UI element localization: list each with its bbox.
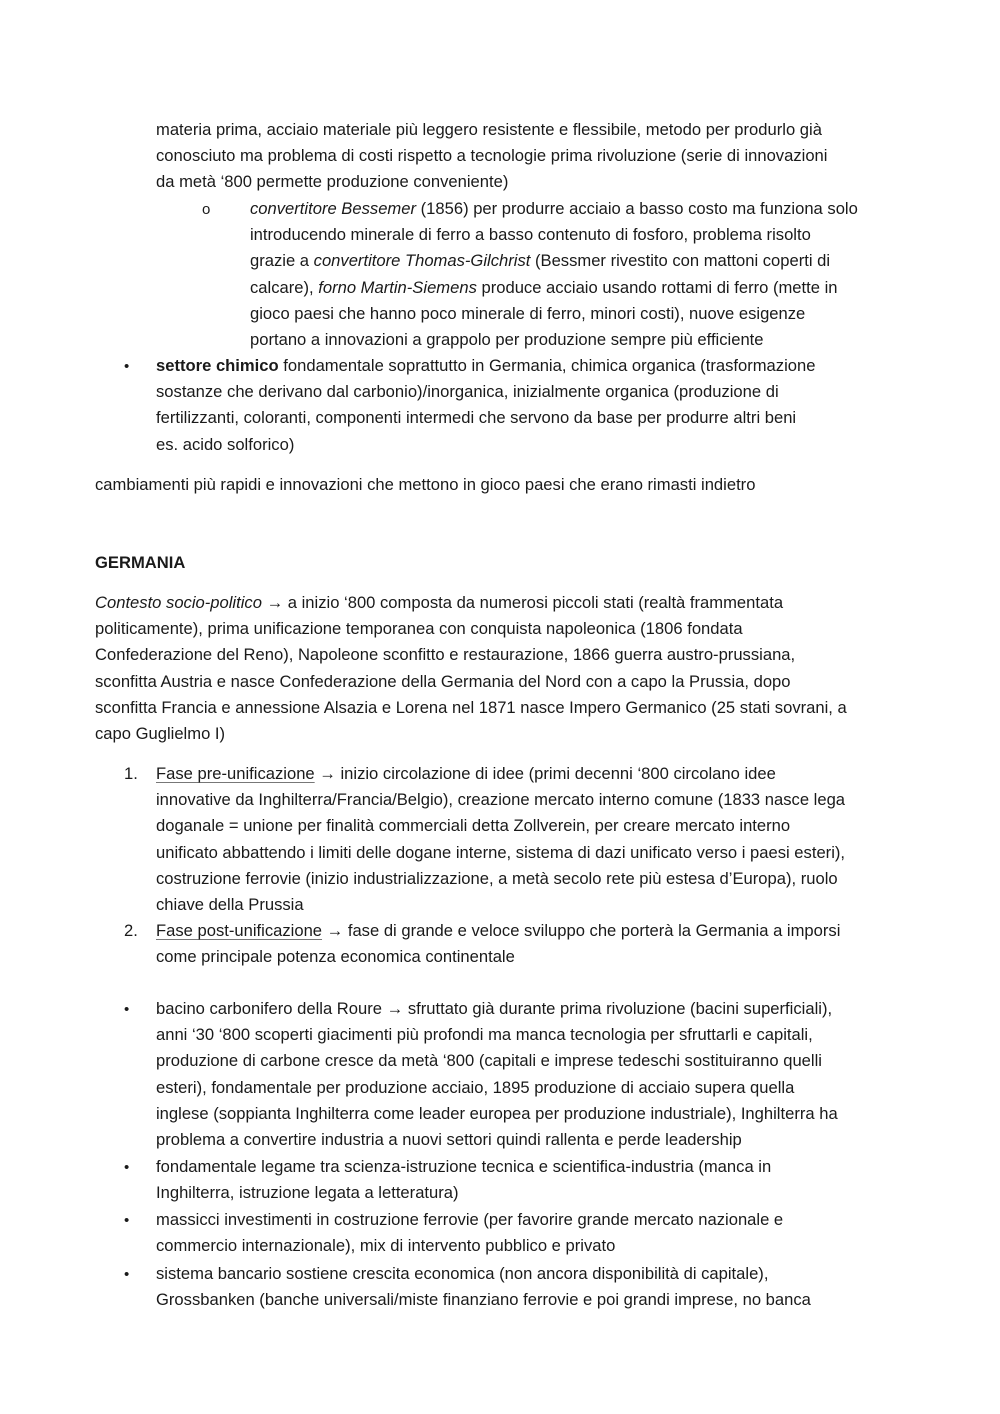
list-number-2: 2. xyxy=(124,921,138,940)
banking-system-paragraph: sistema bancario sostiene crescita economica (non ancora disponibilità di capitale), Grossbanken (banche universali/miste finanziano ferrovie e poi grandi imprese, no banca xyxy=(156,1264,811,1310)
sub-bullet-marker: o xyxy=(202,201,211,218)
railway-investment-paragraph: massicci investimenti in costruzione ferrovie (per favorire grande mercato nazionale e commercio internazionale), mix di intervento pubblico e privato xyxy=(156,1210,784,1256)
phase-post-unification: Fase post-unificazione → fase di grande e veloce sviluppo che porterà la Germania a imporsi come principale potenza economica continentale xyxy=(156,921,841,967)
converters-paragraph: convertitore Bessemer (1856) per produrre acciaio a basso costo ma funziona solo introducendo minerale di ferro a basso contenuto di fosforo, problema risolto grazie a convertitore Thomas-Gilchrist (Bessmer rivestito con mattoni coperti di calcare), forno Martin-Siemens produce acciaio usando rottami di ferro (mette in gioco paesi che hanno poco minerale di ferro, minori costi), nuove esigenze portano a innovazioni a grappolo per produzione sempre più efficiente xyxy=(250,199,858,350)
context-paragraph: Contesto socio-politico → a inizio ‘800 composta da numerosi piccoli stati (realtà frammentata politicamente), prima unificazione temporanea con conquista napoleonica (1806 fondata Confederazione del Reno), Napoleone sconfitto e restaurazione, 1866 guerra austro-prussiana, sconfitta Austria e nasce Confederazione della Germania del Nord con a capo la Prussia, dopo sconfitta Francia e annessione Alsazia e Lorena nel 1871 nasce Impero Germanico (25 stati sovrani, a capo Guglielmo I) xyxy=(95,593,847,744)
section-heading: GERMANIA xyxy=(95,553,186,572)
bullet-marker: • xyxy=(124,1266,130,1283)
steel-paragraph: materia prima, acciaio materiale più leggero resistente e flessibile, metodo per produrlo già conosciuto ma problema di costi rispetto a tecnologie prima rivoluzione (serie di innovazioni da metà ‘800 permette produzione conveniente) xyxy=(156,120,828,192)
phase-pre-unification: Fase pre-unificazione → inizio circolazione di idee (primi decenni ‘800 circolano idee innovative da Inghilterra/Francia/Belgio), creazione mercato interno comune (1833 nasce lega doganale = unione per finalità commerciali detta Zollverein, per creare mercato interno unificato abbattendo i limiti delle dogane interne, sistema di dazi unificato verso i paesi esteri), costruzione ferrovie (inizio industrializzazione, a metà secolo rete più estesa d’Europa), ruolo chiave della Prussia xyxy=(156,764,846,915)
bullet-marker: • xyxy=(124,1001,130,1018)
summary-line: cambiamenti più rapidi e innovazioni che mettono in gioco paesi che erano rimasti indietro xyxy=(95,475,756,494)
bullet-marker: • xyxy=(124,1212,130,1229)
science-industry-paragraph: fondamentale legame tra scienza-istruzione tecnica e scientifica-industria (manca in Inghilterra, istruzione legata a letteratura) xyxy=(156,1157,772,1203)
coal-basin-paragraph: bacino carbonifero della Roure → sfruttato già durante prima rivoluzione (bacini superficiali), anni ‘30 ‘800 scoperti giacimenti più profondi ma manca tecnologia per sfruttarli e capitali, produzione di carbone cresce da metà ‘800 (capitali e imprese tedeschi sostituiranno quelli esteri), fondamentale per produzione acciaio, 1895 produzione di acciaio supera quella inglese (soppianta Inghilterra come leader europea per produzione industriale), Inghilterra ha problema a convertire industria a nuovi settori quindi rallenta e perde leadership xyxy=(156,999,838,1150)
bullet-marker: • xyxy=(124,358,130,375)
bullet-marker: • xyxy=(124,1159,130,1176)
chemical-sector-paragraph: settore chimico fondamentale soprattutto in Germania, chimica organica (trasformazione sostanze che derivano dal carbonio)/inorganica, inizialmente organica (produzione di fertilizzanti, coloranti, componenti intermedi che servono da base per produrre altri beni es. acido solforico) xyxy=(156,356,816,454)
list-number-1: 1. xyxy=(124,764,138,783)
